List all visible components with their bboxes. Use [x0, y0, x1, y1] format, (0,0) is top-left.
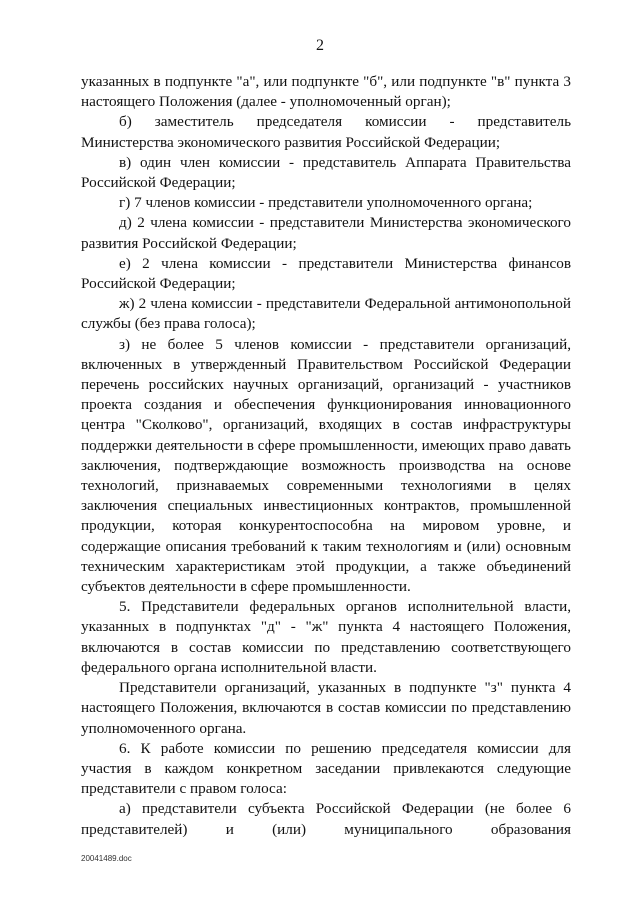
paragraph-clause-5: 5. Представители федеральных органов исполнительной власти, указанных в подпунктах "д" - "ж" пункта 4 настоящего Положения, включаются в состав комиссии по представлению соответствующего федерального органа исполнительной власти.: [81, 598, 571, 676]
paragraph-item-z: з) не более 5 членов комиссии - представители организаций, включенных в утвержденный Правительством Российской Федерации перечень российских научных организаций, организаций - участников проекта создания и обеспечения функционирования инновационного центра "Сколково", организаций, входящих в состав инфраструктуры поддержки деятельности в сфере промышленности, имеющих право давать заключения, подтверждающие возможность производства на основе технологий, признаваемых современными технологиями в целях заключения специальных инвестиционных контрактов, промышленной продукции, которая конкурентоспособна на мировом уровне, и содержащие описания требований к таким технологиям и (или) основным техническим характеристикам этой продукции, а также объединений субъектов деятельности в сфере промышленности.: [81, 335, 571, 596]
paragraph-item-e: е) 2 члена комиссии - представители Министерства финансов Российской Федерации;: [81, 254, 571, 293]
paragraph-continuation-authorized-body: указанных в подпункте "а", или подпункте "б", или подпункте "в" пункта 3 настоящего Положения (далее - уполномоченный орган);: [81, 73, 571, 111]
paragraph-item-v: в) один член комиссии - представитель Аппарата Правительства Российской Федерации;: [81, 153, 571, 192]
document-footer-filename: 20041489.doc: [81, 854, 132, 863]
document-body: [81, 72, 571, 840]
paragraph-clause-6: 6. К работе комиссии по решению председателя комиссии для участия в каждом конкретном заседании привлекаются следующие представители с правом голоса:: [81, 739, 571, 798]
paragraph-item-d: д) 2 члена комиссии - представители Министерства экономического развития Российской Федерации;: [81, 214, 571, 252]
page-number: 2: [316, 37, 324, 54]
paragraph-item-zh: ж) 2 члена комиссии - представители Федеральной антимонопольной службы (без права голоса);: [81, 295, 571, 333]
paragraph-clause-5-organizations: Представители организаций, указанных в подпункте "з" пункта 4 настоящего Положения, включаются в состав комиссии по представлению уполномоченного органа.: [81, 679, 571, 737]
paragraph-item-g: г) 7 членов комиссии - представители уполномоченного органа;: [119, 194, 533, 212]
paragraph-item-b: б) заместитель председателя комиссии - представитель Министерства экономического развития Российской Федерации;: [81, 113, 571, 151]
paragraph-clause-6-item-a: а) представители субъекта Российской Федерации (не более 6 представителей) и (или) муниципального образования: [81, 800, 571, 838]
